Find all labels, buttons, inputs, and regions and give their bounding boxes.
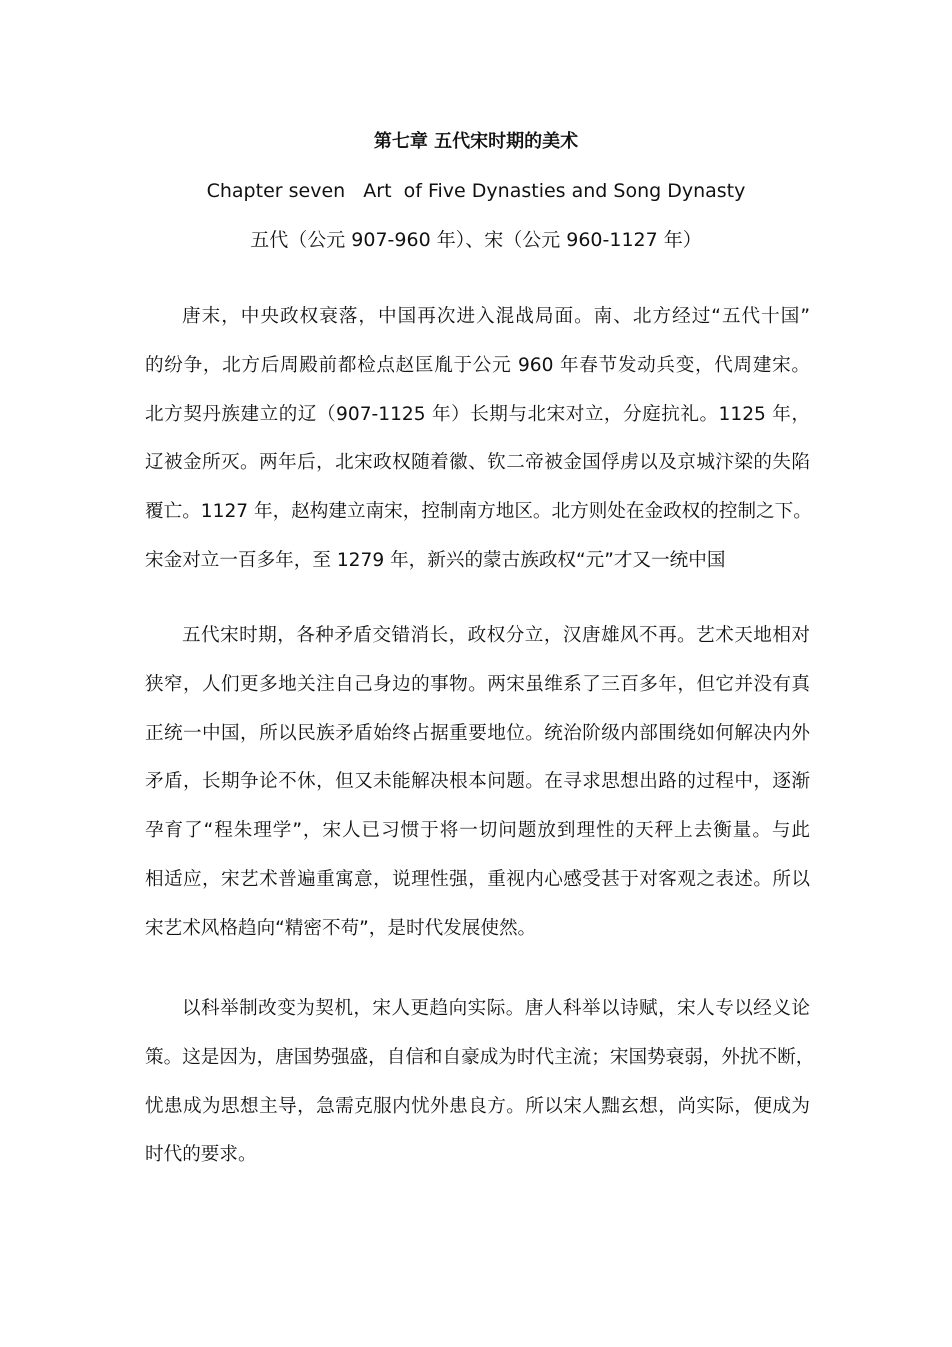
chapter-title-chinese: 第七章 五代宋时期的美术 <box>373 131 579 152</box>
paragraph-line: 孕育了“程朱理学”，宋人已习惯于将一切问题放到理性的天秤上去衡量。与此 <box>145 820 810 842</box>
paragraph <box>145 293 810 586</box>
chapter-period: 五代（公元 907-960 年）、宋（公元 960-1127 年） <box>250 229 702 251</box>
paragraph-line: 策。这是因为，唐国势强盛，自信和自豪成为时代主流；宋国势衰弱，外扰不断， <box>145 1046 815 1068</box>
paragraph-line: 北方契丹族建立的辽（907-1125 年）长期与北宋对立，分庭抗礼。1125 年， <box>145 403 810 425</box>
paragraph-line: 五代宋时期，各种矛盾交错消长，政权分立，汉唐雄风不再。艺术天地相对 <box>182 625 810 646</box>
paragraph-line: 宋金对立一百多年，至 1279 年，新兴的蒙古族政权“元”才又一统中国 <box>145 549 726 571</box>
paragraph-line: 宋艺术风格趋向“精密不苟”，是时代发展使然。 <box>145 917 537 939</box>
paragraph-line: 忧患成为思想主导，急需克服内忧外患良方。所以宋人黜玄想，尚实际，便成为 <box>145 1095 810 1117</box>
paragraph-line: 相适应，宋艺术普遍重寓意，说理性强，重视内心感受甚于对客观之表述。所以 <box>145 868 810 890</box>
paragraph-line: 辽被金所灭。两年后，北宋政权随着徽、钦二帝被金国俘虏以及京城汴梁的失陷 <box>145 452 810 474</box>
paragraph-line: 以科举制改变为契机，宋人更趋向实际。唐人科举以诗赋，宋人专以经义论 <box>182 998 810 1019</box>
paragraph-line: 狭窄，人们更多地关注自己身边的事物。两宋虽维系了三百多年，但它并没有真 <box>145 673 810 695</box>
paragraph <box>145 985 815 1180</box>
paragraph-line: 覆亡。1127 年，赵构建立南宋，控制南方地区。北方则处在金政权的控制之下。 <box>145 501 812 523</box>
paragraph-line: 的纷争，北方后周殿前都检点赵匡胤于公元 960 年春节发动兵变，代周建宋。 <box>145 354 810 376</box>
paragraph-line: 唐末，中央政权衰落，中国再次进入混战局面。南、北方经过“五代十国” <box>182 306 810 327</box>
paragraph <box>145 612 810 954</box>
title-block <box>145 126 807 256</box>
paragraph-line: 正统一中国，所以民族矛盾始终占据重要地位。统治阶级内部围绕如何解决内外 <box>145 722 810 744</box>
paragraph-line: 时代的要求。 <box>145 1144 257 1166</box>
paragraph-line: 矛盾，长期争论不休，但又未能解决根本问题。在寻求思想出路的过程中，逐渐 <box>145 771 810 793</box>
chapter-title-english: Chapter seven Art of Five Dynasties and Song Dynasty <box>206 180 746 202</box>
